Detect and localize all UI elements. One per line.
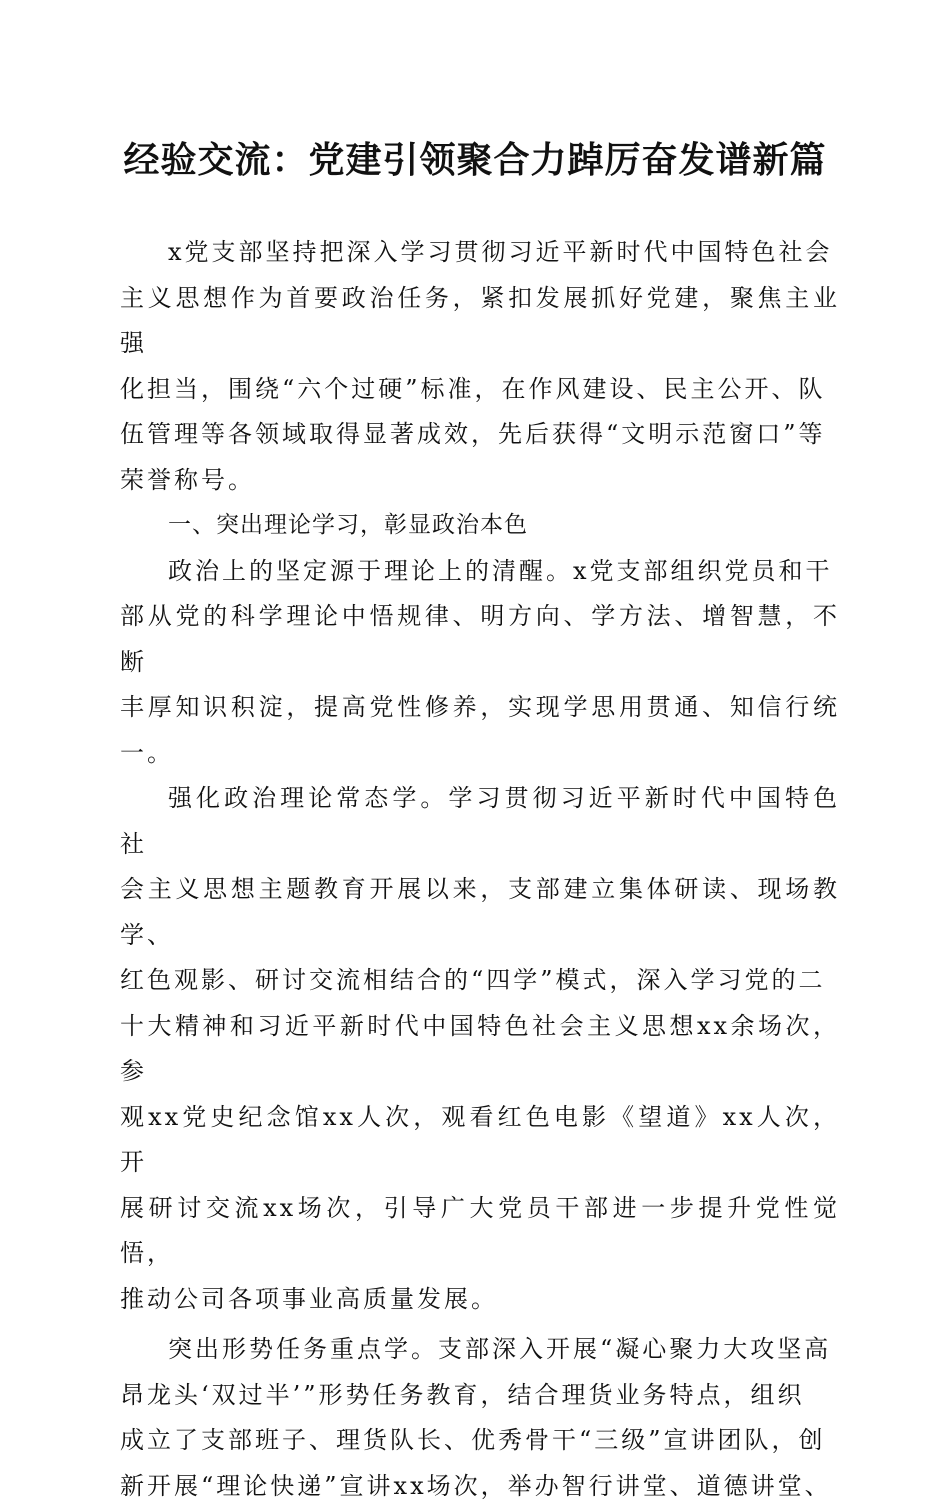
section-1-paragraph-3: 突出形势任务重点学。支部深入开展“凝心聚力大攻坚高 昂龙头‘双过半’”形势任务教育，结合理货业务特点，组织 成立了支部班子、理货队长、优秀骨干“三级”宣讲团队，创 新开展“理论快递”宣讲xx场次，举办智行讲堂、道德讲堂、 — [120, 1335, 832, 1500]
intro-paragraph: x党支部坚持把深入学习贯彻习近平新时代中国特色社会 主义思想作为首要政治任务，紧扣发展抓好党建，聚焦主业强 化担当，围绕“六个过硬”标准，在作风建设、民主公开、队 伍管理等各领域取得显著成效，先后获得“文明示范窗口”等 荣誉称号。 — [120, 238, 840, 494]
section-1-paragraph-2: 强化政治理论常态学。学习贯彻习近平新时代中国特色社 会主义思想主题教育开展以来，支部建立集体研读、现场教学、 红色观影、研讨交流相结合的“四学”模式，深入学习党的二 十大精神和习近平新时代中国特色社会主义思想xx余场次，参 观xx党史纪念馆xx人次，观看红色电影《望道》xx人次，开 展研讨交流xx场次，引导广大党员干部进一步提升党性觉悟， 推动公司各项事业高质量发展。 — [120, 784, 840, 1313]
section-1-paragraph-1: 政治上的坚定源于理论上的清醒。x党支部组织党员和干 部从党的科学理论中悟规律、明方向、学方法、增智慧，不断 丰厚知识积淀，提高党性修养，实现学思用贯通、知信行统一。 — [120, 556, 840, 767]
section-heading-1: 一、突出理论学习，彰显政治本色 — [168, 512, 528, 538]
document-title: 经验交流：党建引领聚合力踔厉奋发谱新篇 — [123, 139, 827, 181]
document-body — [120, 230, 840, 1509]
